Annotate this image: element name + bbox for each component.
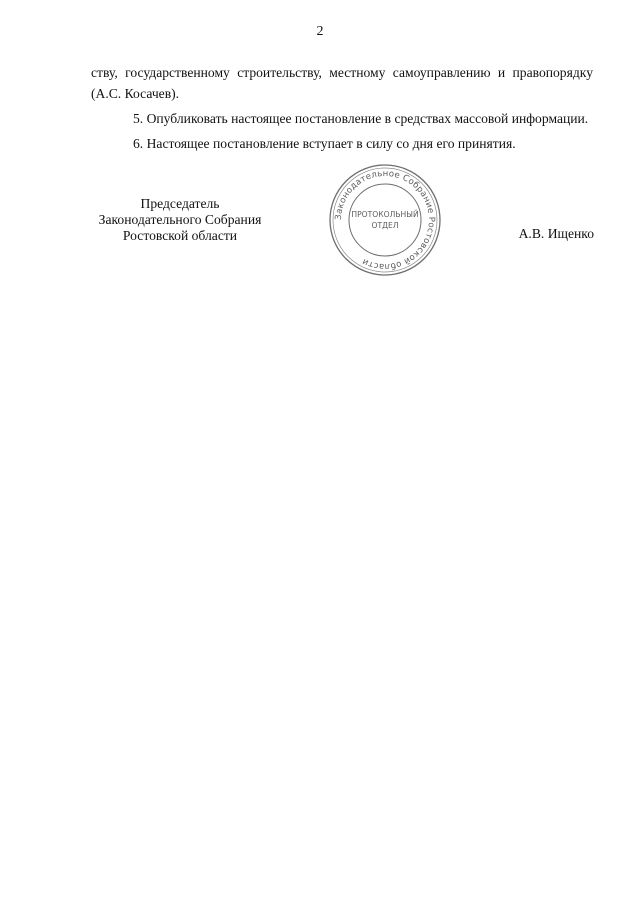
stamp-seal-icon [327,162,443,278]
paragraph-item-5: 5. Опубликовать настоящее постановление в средствах массовой информации. [133,111,589,126]
signatory-title-line: Ростовской области [122,228,238,243]
signatory-title-line: Председатель [140,196,220,211]
signatory-title-line: Законодательного Собрания [98,212,262,227]
stamp-ring-text: Законодательное Собрание Ростовской области [333,168,437,272]
official-stamp [327,162,443,278]
document-body [91,62,593,158]
signatory-name: А.В. Ищенко [518,226,594,241]
paragraph-item-6: 6. Настоящее постановление вступает в силу со дня его принятия. [133,136,516,151]
paragraph-continuation: ству, государственному строительству, местному самоуправлению и правопорядку (А.С. Косачев). [91,65,593,101]
stamp-center-line: ПРОТОКОЛЬНЫЙ [351,210,419,219]
page-number: 2 [316,24,324,39]
signatory-title [80,196,280,244]
stamp-center-line: ОТДЕЛ [371,221,399,230]
